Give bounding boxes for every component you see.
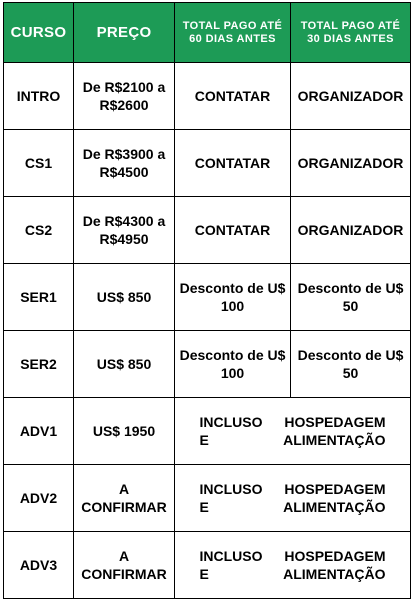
pago-60-cell: Desconto de U$ 100 — [175, 331, 291, 398]
pago-60-cell: Desconto de U$ 100 — [175, 264, 291, 331]
table-body — [4, 63, 411, 599]
price-table — [3, 2, 411, 599]
preco-cell: A CONFIRMAR — [74, 532, 175, 599]
incluso-line-1: INCLUSO HOSPEDAGEM — [199, 414, 386, 430]
preco-cell: US$ 1950 — [74, 398, 175, 465]
table-row — [4, 63, 411, 130]
curso-cell: ADV2 — [4, 465, 74, 532]
pago-60-cell: CONTATAR — [175, 197, 291, 264]
incluso-text — [200, 547, 386, 583]
table-header — [4, 3, 411, 63]
table-row — [4, 197, 411, 264]
incluso-line-1: INCLUSO HOSPEDAGEM — [199, 481, 386, 497]
preco-cell: US$ 850 — [74, 331, 175, 398]
table-row — [4, 532, 411, 599]
curso-cell: CS2 — [4, 197, 74, 264]
incluso-line-2: E ALIMENTAÇÃO — [199, 499, 386, 515]
header-pago-30: TOTAL PAGO ATÉ 30 DIAS ANTES — [291, 3, 411, 63]
preco-cell: De R$3900 a R$4500 — [74, 130, 175, 197]
curso-cell: SER2 — [4, 331, 74, 398]
incluso-text — [200, 480, 386, 516]
incluso-line-2: E ALIMENTAÇÃO — [199, 432, 386, 448]
pago-30-cell: ORGANIZADOR — [291, 63, 411, 130]
curso-cell: CS1 — [4, 130, 74, 197]
table-row — [4, 398, 411, 465]
table-row — [4, 331, 411, 398]
preco-cell: De R$2100 a R$2600 — [74, 63, 175, 130]
incluso-cell — [175, 532, 411, 599]
pago-60-cell: CONTATAR — [175, 63, 291, 130]
pago-30-cell: Desconto de U$ 50 — [291, 331, 411, 398]
table-row — [4, 264, 411, 331]
pago-60-cell: CONTATAR — [175, 130, 291, 197]
preco-cell: A CONFIRMAR — [74, 465, 175, 532]
header-pago-60: TOTAL PAGO ATÉ 60 DIAS ANTES — [175, 3, 291, 63]
pago-30-cell: ORGANIZADOR — [291, 197, 411, 264]
incluso-line-2: E ALIMENTAÇÃO — [199, 566, 386, 582]
incluso-text — [200, 413, 386, 449]
curso-cell: ADV3 — [4, 532, 74, 599]
table-row — [4, 130, 411, 197]
pago-30-cell: Desconto de U$ 50 — [291, 264, 411, 331]
curso-cell: SER1 — [4, 264, 74, 331]
curso-cell: INTRO — [4, 63, 74, 130]
header-preco: PREÇO — [74, 3, 175, 63]
preco-cell: De R$4300 a R$4950 — [74, 197, 175, 264]
table-row — [4, 465, 411, 532]
curso-cell: ADV1 — [4, 398, 74, 465]
incluso-cell — [175, 398, 411, 465]
header-row — [4, 3, 411, 63]
header-curso: CURSO — [4, 3, 74, 63]
preco-cell: US$ 850 — [74, 264, 175, 331]
incluso-line-1: INCLUSO HOSPEDAGEM — [199, 548, 386, 564]
incluso-cell — [175, 465, 411, 532]
pago-30-cell: ORGANIZADOR — [291, 130, 411, 197]
